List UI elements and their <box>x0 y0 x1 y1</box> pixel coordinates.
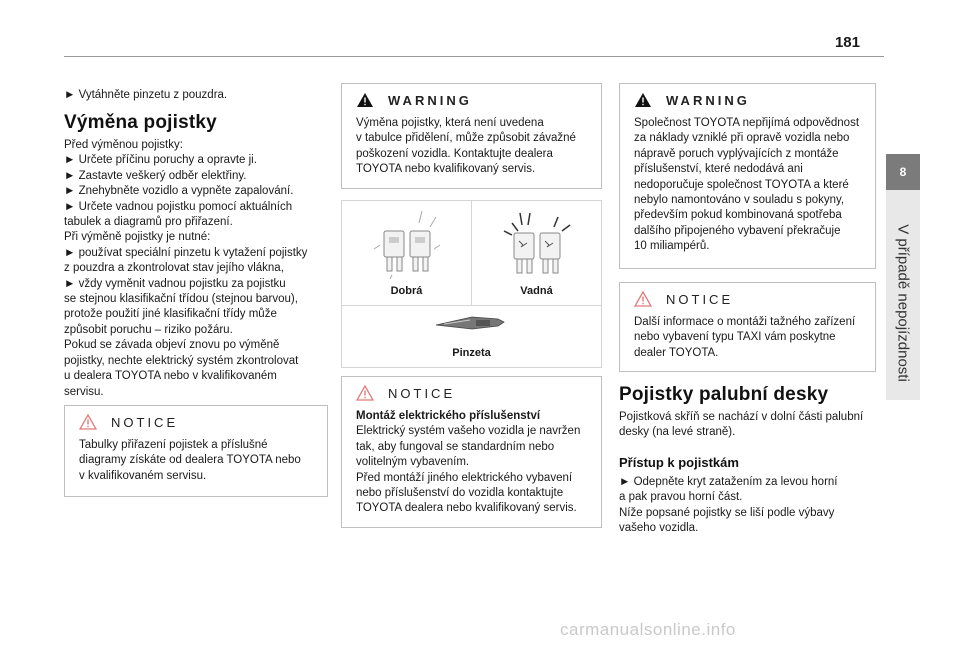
warning-line: dalšího připojeného vybavení překračuje <box>634 224 841 237</box>
notice-icon <box>79 414 97 430</box>
bad-fuse-label: Vadná <box>520 285 553 297</box>
notice-line: v kvalifikovaném servisu. <box>79 469 207 482</box>
notice-box-2 <box>341 376 602 528</box>
warning-line: příslušenství, které nedodává ani <box>634 163 803 176</box>
section-heading: Výměna pojistky <box>64 112 217 133</box>
notice-header <box>620 283 875 313</box>
notice-line: Elektrický systém vašeho vozidla je navržen <box>356 425 581 438</box>
notice-line: dealer TOYOTA. <box>634 346 719 359</box>
body-line: ► Znehybněte vozidlo a vypněte zapalování. <box>64 185 294 198</box>
notice-line: Další informace o montáži tažného zařízení <box>634 316 856 328</box>
section-body <box>64 138 332 400</box>
warning-header <box>342 84 601 114</box>
warning-line: za náklady vzniklé při opravě vozidla nebo <box>634 132 850 145</box>
notice-header <box>65 406 327 436</box>
notice-header <box>342 377 601 407</box>
notice-line: nebo příslušenství do vozidla kontaktujte <box>356 487 564 500</box>
step-line: ► Odepněte kryt zatažením za levou horní <box>619 476 838 488</box>
subsection-heading: Přístup k pojistkám <box>619 455 739 470</box>
body-line: Před výměnou pojistky: <box>64 139 183 151</box>
body-line: způsobit poruchu – riziko požáru. <box>64 323 233 336</box>
step-line: a pak pravou horní část. <box>619 491 743 504</box>
notice-title: NOTICE <box>111 414 179 430</box>
section-intro <box>619 410 879 441</box>
notice-line: TOYOTA dealera nebo kvalifikovaný servis. <box>356 502 577 515</box>
notice-box-3 <box>619 282 876 372</box>
body-line: Při výměně pojistky je nutné: <box>64 231 211 244</box>
notice-icon <box>634 291 652 307</box>
body-line: ► vždy vyměnit vadnou pojistku za pojistku <box>64 277 286 290</box>
intro-step: ► Vytáhněte pinzetu z pouzdra. <box>64 89 228 101</box>
notice-body <box>342 407 601 525</box>
warning-line: Společnost TOYOTA nepřijímá odpovědnost <box>634 117 860 129</box>
warning-line: nebylo namontováno v souladu s pokyny, <box>634 194 845 207</box>
step-line: vašeho vozidla. <box>619 522 699 535</box>
notice-line: tak, aby fungoval se standardním nebo <box>356 440 555 453</box>
good-fuse-label: Dobrá <box>390 285 423 297</box>
step-line: Níže popsané pojistky se liší podle výbavy <box>619 506 835 519</box>
good-fuse-image <box>362 209 452 279</box>
notice-icon <box>356 385 374 401</box>
body-line: tabulek a diagramů pro přiřazení. <box>64 216 233 229</box>
watermark: carmanualsonline.info <box>560 620 736 639</box>
warning-line: nedoporučuje společnost TOYOTA a které <box>634 178 849 191</box>
page-number: 181 <box>834 34 860 51</box>
notice-line: Před montáží jiného elektrického vybavení <box>356 471 573 484</box>
notice-subtitle: Montáž elektrického příslušenství <box>356 410 541 422</box>
warning-box-3 <box>619 83 876 269</box>
notice-line: nebo vybavení typu TAXI vám poskytne <box>634 331 836 344</box>
tweezers-image <box>432 313 512 333</box>
warning-line: TOYOTA nebo kvalifikovaný servis. <box>356 163 536 176</box>
fuse-figure <box>341 200 602 368</box>
body-line: servisu. <box>64 385 104 398</box>
notice-line: diagramy získáte od dealera TOYOTA nebo <box>79 454 301 467</box>
body-line: pojistky, nechte elektrický systém zkontrolovat <box>64 354 299 367</box>
body-line: z pouzdra a zkontrolovat stav jejího vlákna, <box>64 262 284 275</box>
notice-body <box>620 313 875 369</box>
warning-line: Výměna pojistky, která není uvedena <box>356 117 544 129</box>
warning-icon <box>356 92 374 108</box>
warning-line: především pokud kombinovaná spotřeba <box>634 209 842 222</box>
notice-body <box>65 436 327 492</box>
tweezers-label: Pinzeta <box>452 347 491 359</box>
body-line: ► Zastavte veškerý odběr elektřiny. <box>64 169 247 182</box>
notice-line: volitelným vybavením. <box>356 456 470 469</box>
warning-line: nápravě poruch vyplývajících z montáže <box>634 147 839 160</box>
body-line: se stejnou klasifikační třídou (stejnou barvou), <box>64 293 298 306</box>
notice-box-1 <box>64 405 328 497</box>
warning-line: poškození vozidla. Kontaktujte dealera <box>356 147 553 160</box>
figure-divider-h <box>342 305 601 306</box>
body-line: Pokud se závada objeví znovu po výměně <box>64 339 280 352</box>
bad-fuse-image <box>492 209 582 279</box>
body-line: ► používat speciální pinzetu k vytažení pojistky <box>64 246 308 259</box>
notice-title: NOTICE <box>666 291 734 307</box>
body-line: protože použití jiné klasifikační třídy může <box>64 308 277 321</box>
chapter-title: V případě nepojízdnosti <box>894 224 912 382</box>
warning-body <box>620 114 875 263</box>
warning-header <box>620 84 875 114</box>
section-heading: Pojistky palubní desky <box>619 384 829 405</box>
warning-title: WARNING <box>388 92 472 108</box>
warning-line: 10 miliampérů. <box>634 240 710 253</box>
body-line: ► Určete vadnou pojistku pomocí aktuálních <box>64 200 293 213</box>
notice-title: NOTICE <box>388 385 456 401</box>
warning-title: WARNING <box>666 92 750 108</box>
subsection-body <box>619 475 879 537</box>
intro-line: Pojistková skříň se nachází v dolní části palubní <box>619 411 864 423</box>
warning-icon <box>634 92 652 108</box>
warning-box-2 <box>341 83 602 189</box>
intro-line: desky (na levé straně). <box>619 426 736 439</box>
warning-body <box>342 114 601 186</box>
chapter-tab[interactable]: 8 <box>886 154 920 190</box>
header-rule <box>64 56 884 57</box>
notice-line: Tabulky přiřazení pojistek a příslušné <box>79 439 268 451</box>
warning-line: v tabulce přidělení, může způsobit závažné <box>356 132 576 145</box>
body-line: u dealera TOYOTA nebo v kvalifikovaném <box>64 370 277 383</box>
body-line: ► Určete příčinu poruchy a opravte ji. <box>64 154 257 167</box>
